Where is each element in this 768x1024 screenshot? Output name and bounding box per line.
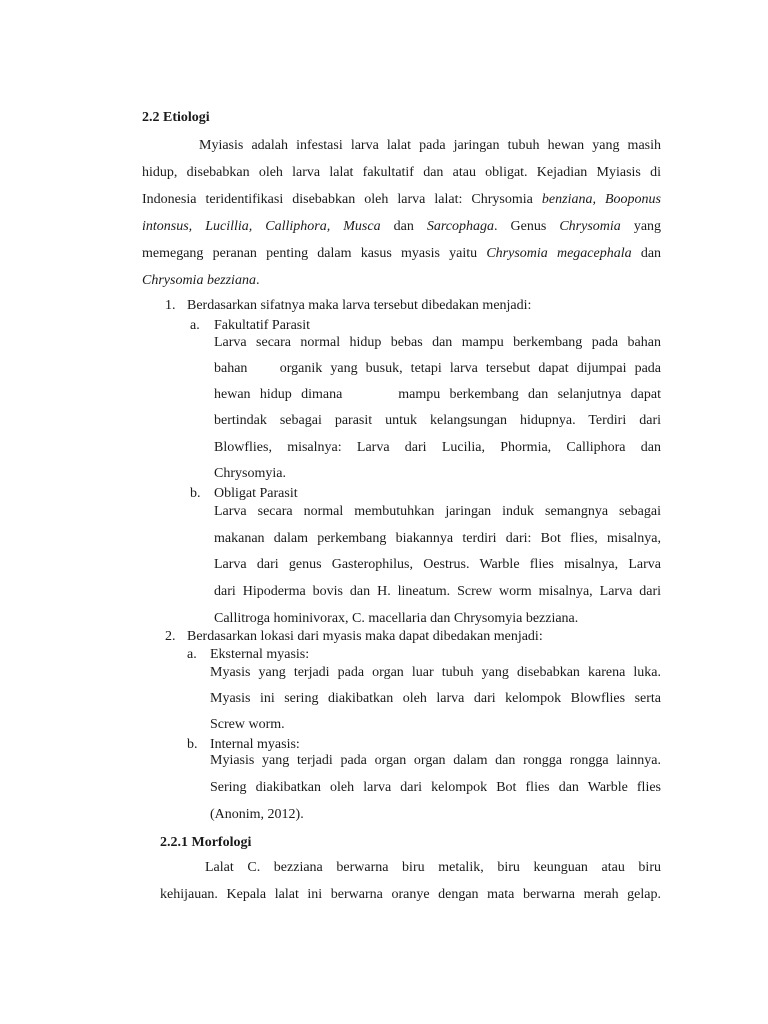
intro-line-2: hidup, disebabkan oleh larva lalat fakultatif dan atau obligat. Kejadian Myiasis di (142, 165, 661, 180)
intro-line-4: intonsus, Lucillia, Calliphora, Musca dan Sarcophaga. Genus Chrysomia yang (142, 219, 662, 234)
list1-a-line: Larva secara normal hidup bebas dan mampu berkembang pada bahan (214, 335, 661, 350)
list1-number: 1. (165, 298, 176, 313)
subsection-line-2: kehijauan. Kepala lalat ini berwarna oranye dengan mata berwarna merah gelap. (160, 887, 661, 902)
list2-number: 2. (165, 629, 176, 644)
list2-b-line: (Anonim, 2012). (210, 807, 304, 822)
list2-a-line: Myasis ini sering diakibatkan oleh larva dari kelompok Blowflies serta (210, 691, 661, 706)
list1-a-line: bahan organik yang busuk, tetapi larva tersebut dapat dijumpai pada (214, 361, 661, 376)
intro-line-3: Indonesia teridentifikasi disebabkan oleh larva lalat: Chrysomia benziana, Booponus (142, 192, 662, 207)
list1-b-line: Callitroga hominivorax, C. macellaria dan Chrysomyia bezziana. (214, 611, 579, 626)
list1-b-line: dari Hipoderma bovis dan H. lineatum. Screw worm misalnya, Larva dari (214, 584, 661, 599)
list1-a-title: Fakultatif Parasit (214, 318, 311, 333)
list2-b-line: Sering diakibatkan oleh larva dari kelompok Bot flies dan Warble flies (210, 780, 661, 795)
list1-b-line: Larva secara normal membutuhkan jaringan induk semangnya sebagai (214, 504, 661, 519)
list1-a-line: Blowflies, misalnya: Larva dari Lucilia, Phormia, Calliphora dan (214, 440, 661, 455)
list1-a-line: Chrysomyia. (214, 466, 286, 481)
list1-b-line: Larva dari genus Gasterophilus, Oestrus. Warble flies misalnya, Larva (214, 557, 661, 572)
list1-a-letter: a. (190, 318, 200, 333)
intro-line-5: memegang peranan penting dalam kasus myasis yaitu Chrysomia megacephala dan (142, 246, 662, 261)
list1-title: Berdasarkan sifatnya maka larva tersebut dibedakan menjadi: (187, 298, 532, 313)
list1-b-title: Obligat Parasit (214, 486, 298, 501)
intro-line-6: Chrysomia bezziana. (142, 273, 260, 288)
list1-b-letter: b. (190, 486, 201, 501)
list2-b-line: Myiasis yang terjadi pada organ organ dalam dan rongga rongga lainnya. (210, 753, 661, 768)
list2-a-line: Screw worm. (210, 717, 285, 732)
list2-b-letter: b. (187, 737, 198, 752)
list2-b-title: Internal myasis: (210, 737, 300, 752)
subsection-line-1: Lalat C. bezziana berwarna biru metalik, biru keunguan atau biru (205, 860, 661, 875)
list2-a-line: Myasis yang terjadi pada organ luar tubuh yang disebabkan karena luka. (210, 665, 661, 680)
list1-a-line: bertindak sebagai parasit untuk kelangsungan hidupnya. Terdiri dari (214, 413, 661, 428)
section-heading: 2.2 Etiologi (142, 110, 210, 125)
list2-title: Berdasarkan lokasi dari myasis maka dapat dibedakan menjadi: (187, 629, 543, 644)
list2-a-title: Eksternal myasis: (210, 647, 310, 662)
intro-line-1: Myiasis adalah infestasi larva lalat pada jaringan tubuh hewan yang masih (199, 138, 661, 153)
list2-a-letter: a. (187, 647, 197, 662)
list1-b-line: makanan dalam perkembang biakannya terdiri dari: Bot flies, misalnya, (214, 531, 661, 546)
list1-a-line: hewan hidup dimana mampu berkembang dan selanjutnya dapat (214, 387, 661, 402)
subsection-heading: 2.2.1 Morfologi (160, 835, 252, 850)
